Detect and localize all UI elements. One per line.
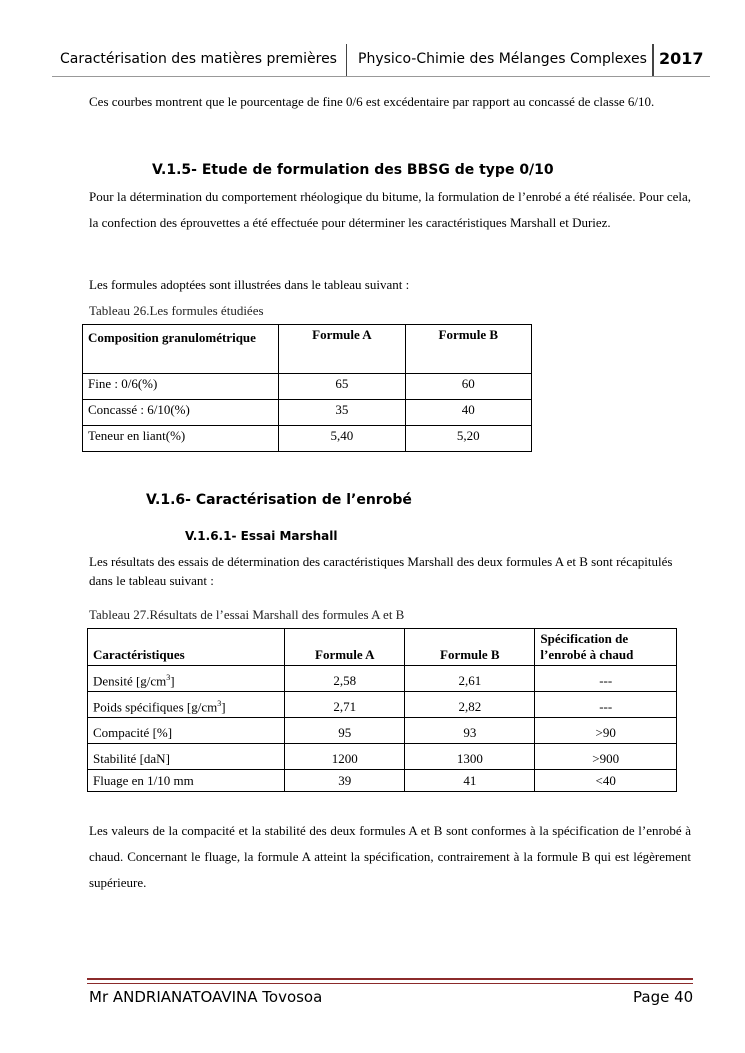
table-row	[88, 692, 677, 718]
table-header-row	[88, 629, 677, 666]
table-row	[88, 718, 677, 744]
table-header-cell: Spécification de l’enrobé à chaud	[535, 629, 677, 666]
table-cell: Compacité [%]	[88, 718, 285, 744]
table-cell: Densité $[g/cm^3]$	[88, 666, 285, 692]
header-divider	[652, 44, 654, 76]
table-row	[83, 426, 532, 452]
section-heading-v15: V.1.5- Etude de formulation des BBSG de type 0/10	[152, 162, 554, 178]
table-row	[83, 374, 532, 400]
paragraph: Pour la détermination du comportement rhéologique du bitume, la formulation de l’enrobé a été réalisée. Pour cela, la confection des éprouvettes a été effectuée pour déterminer les caractéristiques Marshall et Duriez.	[89, 189, 691, 230]
table-header-cell: Caractéristiques	[88, 629, 285, 666]
table-cell: 2,82	[405, 692, 535, 718]
table-cell: 5,20	[405, 426, 531, 452]
subsection-heading-v161: V.1.6.1- Essai Marshall	[185, 529, 338, 543]
table-cell: 2,61	[405, 666, 535, 692]
table-header-cell: Formule A	[279, 325, 405, 374]
table-cell: 60	[405, 374, 531, 400]
paragraph: Les formules adoptées sont illustrées dans le tableau suivant :	[89, 277, 410, 292]
footer-rule	[87, 978, 693, 980]
table-cell: <40	[535, 770, 677, 792]
header-left-title: Caractérisation des matières premières	[60, 51, 337, 67]
table-cell: 2,71	[285, 692, 405, 718]
table-header-cell: Composition granulométrique	[83, 325, 279, 374]
table-cell: >90	[535, 718, 677, 744]
table-cell: Fluage en 1/10 mm	[88, 770, 285, 792]
table-row	[88, 744, 677, 770]
table-header-row	[83, 325, 532, 374]
table-cell: ---	[535, 692, 677, 718]
table-header-cell: Formule B	[405, 325, 531, 374]
table-cell: Poids spécifiques $[g/cm^3]$	[88, 692, 285, 718]
footer-author: Mr ANDRIANATOAVINA Tovosoa	[89, 988, 323, 1006]
header-divider	[346, 44, 347, 76]
table-cell: Fine : 0/6(%)	[83, 374, 279, 400]
table-row	[88, 666, 677, 692]
table-cell: 1300	[405, 744, 535, 770]
table-row	[88, 770, 677, 792]
table-row	[83, 400, 532, 426]
table-header-cell: Formule B	[405, 629, 535, 666]
header-year: 2017	[659, 49, 704, 68]
table-cell: 65	[279, 374, 405, 400]
table-cell: Concassé : 6/10(%)	[83, 400, 279, 426]
table-cell: Teneur en liant(%)	[83, 426, 279, 452]
table-cell: 1200	[285, 744, 405, 770]
table-cell: 5,40	[279, 426, 405, 452]
section-heading-v16: V.1.6- Caractérisation de l’enrobé	[146, 492, 412, 508]
table-cell: Stabilité [daN]	[88, 744, 285, 770]
header-middle-title: Physico-Chimie des Mélanges Complexes	[358, 51, 647, 67]
paragraph: Les valeurs de la compacité et la stabilité des deux formules A et B sont conformes à la spécification de l’enrobé à chaud. Concernant le fluage, la formule A atteint la spécification, contrairement à la formule B qui est légèrement supérieure.	[89, 823, 691, 890]
table-caption: Tableau 27.Résultats de l’essai Marshall des formules A et B	[89, 607, 405, 622]
table-marshall	[87, 628, 677, 792]
footer-page-number: Page 40	[633, 988, 694, 1006]
table-cell: 2,58	[285, 666, 405, 692]
table-caption: Tableau 26.Les formules étudiées	[89, 303, 264, 318]
footer-rule-thin	[87, 983, 693, 984]
paragraph: Les résultats des essais de détermination des caractéristiques Marshall des deux formules A et B sont récapitulés dans le tableau suivant :	[89, 554, 673, 588]
table-header-cell: Formule A	[285, 629, 405, 666]
table-cell: 95	[285, 718, 405, 744]
table-cell: >900	[535, 744, 677, 770]
table-cell: 35	[279, 400, 405, 426]
table-cell: 40	[405, 400, 531, 426]
table-cell: ---	[535, 666, 677, 692]
table-cell: 41	[405, 770, 535, 792]
table-formules	[82, 324, 532, 452]
paragraph: Ces courbes montrent que le pourcentage de fine 0/6 est excédentaire par rapport au concassé de classe 6/10.	[89, 94, 655, 109]
table-cell: 93	[405, 718, 535, 744]
header-rule	[52, 76, 710, 77]
page-header	[0, 0, 745, 80]
table-cell: 39	[285, 770, 405, 792]
